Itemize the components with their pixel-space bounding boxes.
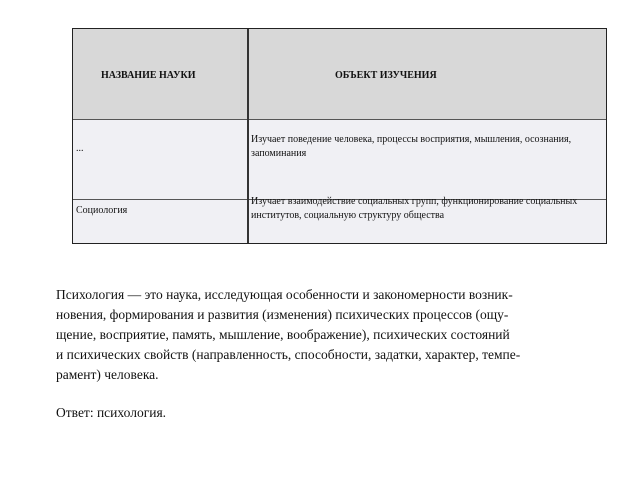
header-science-name: НАЗВАНИЕ НАУКИ bbox=[101, 70, 196, 81]
cell-science-1: ... bbox=[76, 143, 84, 154]
cell-science-2: Социология bbox=[76, 205, 128, 216]
psychology-definition: Психология — это наука, исследующая особенности и закономерности возник- новения, формирования и развития (изменения) психических процессов (ощу- щение, восприятие, память, мышление, воображение), психических состояний и психических свойств (направленность, способности, задатки, характер, темпе- рамент) человека. bbox=[56, 287, 521, 382]
header-study-object: ОБЪЕКТ ИЗУЧЕНИЯ bbox=[335, 70, 437, 81]
column-divider bbox=[247, 29, 249, 243]
cell-object-1: Изучает поведение человека, процессы восприятия, мышления, осознания, запоминания bbox=[251, 134, 572, 159]
answer-text: Ответ: психология. bbox=[56, 405, 167, 420]
cell-object-2: Изучает взаимодействие социальных групп, функционирование социальных институтов, социальную структуру общества bbox=[251, 196, 578, 221]
science-table bbox=[72, 28, 607, 244]
